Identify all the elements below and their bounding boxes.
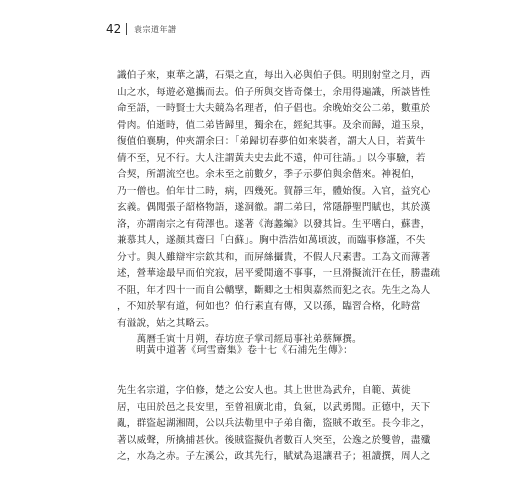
paragraph-line: 骨肉。伯逝時，值二弟皆歸里，獨余在，經紀其事。及余而歸，道玉泉，	[117, 119, 431, 131]
quote-line: 居，屯田於邑之長安里，至曾祖廣北甫，負氣，以武勇聞。正德中，天下	[117, 401, 431, 413]
page-number: 42	[106, 22, 122, 36]
paragraph-line: 識伯子來，東華之講，石渠之直，每出入必與伯子俱。明則射堂之月，西	[117, 70, 431, 81]
paragraph-line: 復值伯襄駒，仲夾謂余曰：「弟歸切春夢伯如來裝者，謂大人日，若黃牛	[117, 136, 426, 147]
quote-line: 亂，群盜起湖湘間，公以兵法勒里中子弟自衞，盜賊不敢至。長今非之，	[117, 418, 431, 429]
page-header	[106, 21, 177, 37]
paragraph-line: 合契，所謂流空也。余未至之前數夕，季子示夢伯與余偕來。神視伯，	[117, 169, 421, 180]
paragraph-line: 洛，亦謂南宗之有荷澤也。遂著《海蠡編》以發其旨。生平嗜白，蘇書，	[117, 218, 431, 230]
header-divider	[126, 23, 127, 35]
paragraph-line: 命至語，一時賢士大夫競為名理者，伯子倡也。余晚始交公二弟，數重於	[117, 103, 431, 114]
paragraph-line: ，不知於挈有道，何如也？伯行素直有傳，又以孫，臨習合格，化時當	[117, 301, 421, 312]
paragraph-line: 兼慕其人，遂顏其齋曰「白蘇」。胸中浩浩如萬頃波，而臨事修謹，不失	[117, 235, 426, 246]
quote-line: 先生名宗道，字伯修，楚之公安人也。其上世世為武弁，自範、黃徙	[117, 385, 411, 396]
signature-line: 萬曆壬寅十月朔，春坊庶子掌司經局事社弟蔡輝撰。	[117, 334, 362, 345]
paragraph-line: 乃一僧也。伯年廿二時，病，四幾死。賀靜三年，體始復。入官，益究心	[117, 185, 431, 197]
quoted-biography	[117, 383, 431, 466]
paragraph-line: 不阻，年才四十一而自公轎擘，斷卿之士相與嘉然而犯之衣。先生之為人	[117, 284, 431, 296]
paragraph-line: 有溢說，姑之其略云。	[117, 317, 215, 329]
paragraph-line: 玄義。偶聞張子韶格物語，遂洞徹。謂二弟曰，常隱靜聖門賦也，其於漢	[117, 202, 431, 213]
main-paragraph	[117, 68, 441, 349]
paragraph-line: 述，營華途最早而伯究寂，居平愛閒適不事事，一旦滑擬流汗在任，勝盡疏	[117, 268, 441, 279]
paragraph-line: 倩不至，兄不行。大人注謂黃夫史去此不遠，仲可往請。」以今事驗，若	[117, 152, 426, 164]
paragraph-line: 山之水，每遊必邀攜而去。伯子所與交皆奇傑士，余用得遍識，所談皆性	[117, 86, 431, 98]
quote-line: 著以威聲，所擒捕甚伙。後賊盜擬仇者數百人突至，公逸之於雙曾，盡殲	[117, 434, 431, 446]
quote-line: 之，水為之赤。子左溪公，政其先行，賦斌為退讓君子；祖讀撰，周人之	[117, 451, 431, 462]
paragraph-line: 分寸。與人雖辯牢宗欽其和，而屏絲攝貴，不假人尺素書。工為文而薄著	[117, 251, 431, 263]
source-heading: 明黃中道著《珂雪齋集》卷十七《石浦先生傳》：	[136, 345, 354, 356]
running-title: 袁宗道年譜	[134, 24, 177, 34]
